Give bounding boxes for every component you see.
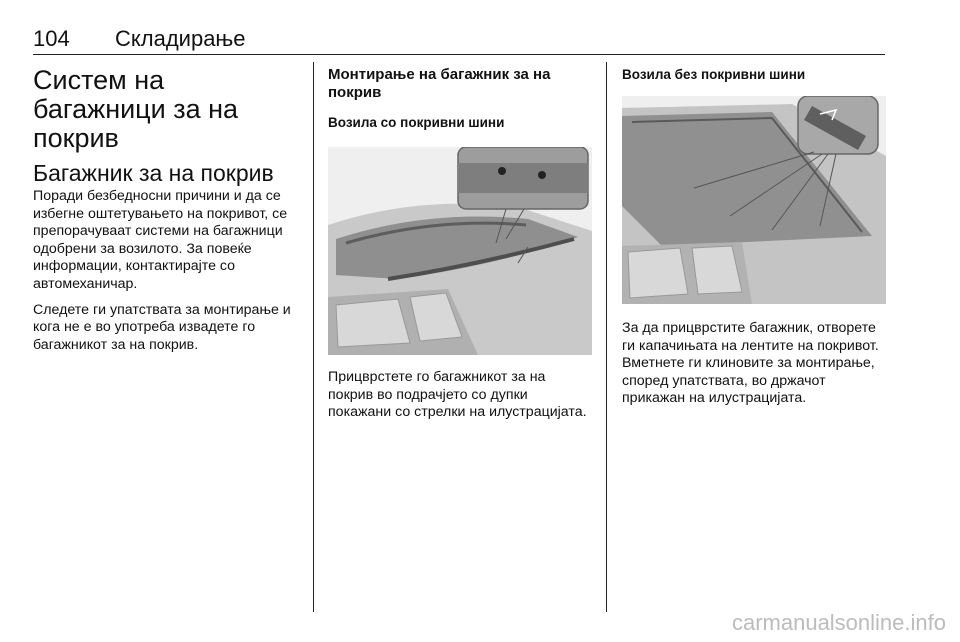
body-paragraph: Прицврстете го багажникот за на покрив во подрачјето со дупки покажани со стрелки на илустрацијата. <box>328 369 587 421</box>
column-middle <box>328 66 592 430</box>
body-paragraph: За да прицврстите багажник, отворете ги капачињата на лентите на покривот. Вметнете ги клиновите за монтирање, според упатствата, во држачот прикажан на илустрацијата. <box>622 320 879 407</box>
page-header <box>33 24 885 55</box>
chapter-title: Складирање <box>115 26 246 51</box>
column-divider <box>313 62 314 612</box>
watermark: carmanualsonline.info <box>731 610 946 635</box>
subsection-heading: Возила со покривни шини <box>328 115 505 130</box>
page-number: 104 <box>33 26 70 51</box>
section-subtitle: Багажник за на покрив <box>33 160 274 186</box>
column-right <box>622 66 888 416</box>
section-heading: Монтирање на багажник за на покрив <box>328 66 551 101</box>
section-title: Систем на багажници за на покрив <box>33 65 239 153</box>
body-paragraph: Следете ги упатствата за монтирање и кога не е во употреба извадете го багажникот за на покрив. <box>33 301 291 353</box>
column-divider <box>606 62 607 612</box>
roof-rails-illustration <box>328 147 592 355</box>
subsection-heading: Возила без покривни шини <box>622 67 806 82</box>
roof-without-rails-illustration <box>622 96 886 304</box>
column-left <box>33 66 303 362</box>
body-paragraph: Поради безбедносни причини и да се избегне оштетувањето на покривот, се препорачуваат системи на багажници одобрени за возилото. За повеќе информации, контактирајте со автомеханичар. <box>33 188 288 292</box>
